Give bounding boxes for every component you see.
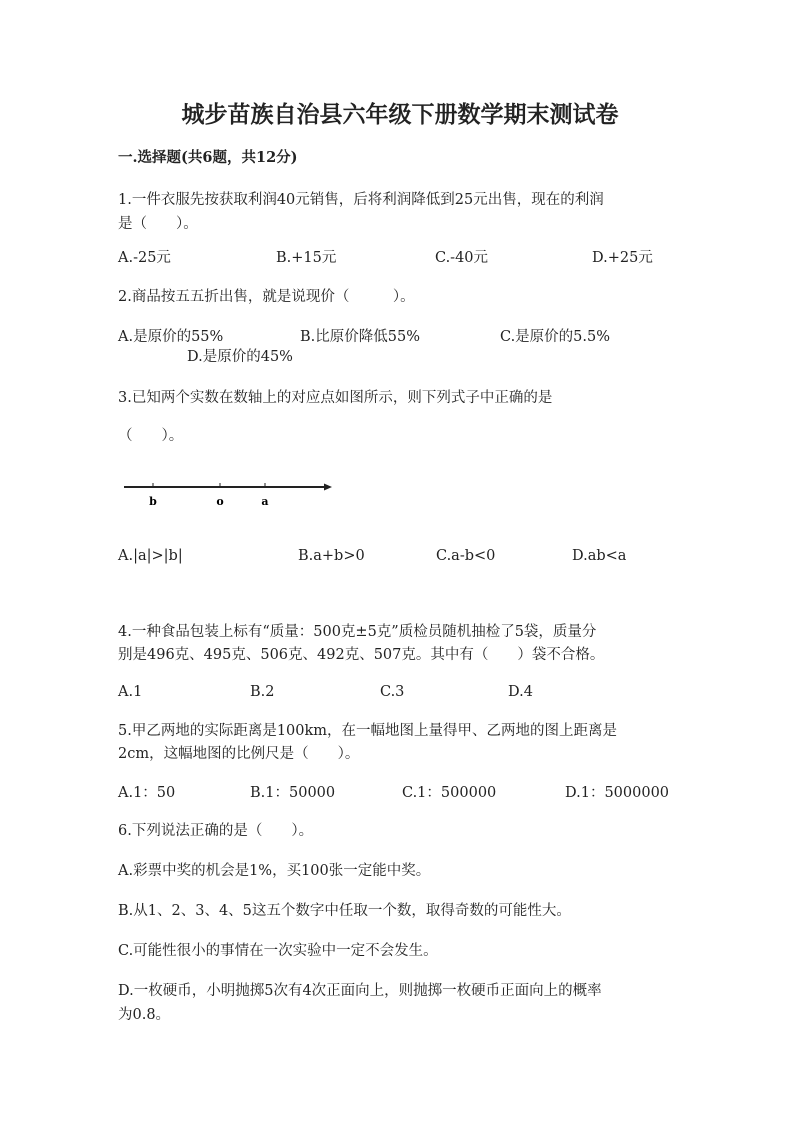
- q6-option-c: C.可能性很小的事情在一次实验中一定不会发生。: [118, 943, 438, 959]
- question-2-line-1: 2.商品按五五折出售，就是说现价（ ）。: [118, 289, 415, 305]
- q4-option-a: A.1: [118, 684, 143, 700]
- question-1-line-1: 1.一件衣服先按获取利润40元销售，后将利润降低到25元出售，现在的利润: [118, 192, 604, 208]
- question-1-line-2: 是（ ）。: [118, 216, 198, 232]
- q3-option-a: A.|a|>|b|: [118, 548, 183, 564]
- q2-option-c: C.是原价的5.5%: [500, 329, 611, 345]
- label-b: b: [149, 495, 157, 508]
- q3-option-d: D.ab<a: [572, 548, 627, 564]
- label-a: a: [261, 495, 269, 508]
- q5-option-c: C.1：500000: [402, 785, 497, 801]
- q1-option-c: C.-40元: [435, 250, 489, 266]
- question-6-line-1: 6.下列说法正确的是（ ）。: [118, 823, 314, 839]
- q2-option-b: B.比原价降低55%: [300, 329, 420, 345]
- q2-option-d: D.是原价的45%: [187, 349, 293, 365]
- q2-option-a: A.是原价的55%: [118, 329, 224, 345]
- question-3-line-1: 3.已知两个实数在数轴上的对应点如图所示，则下列式子中正确的是: [118, 390, 553, 406]
- q6-option-d-line-2: 为0.8。: [118, 1007, 171, 1023]
- question-4-line-1: 4.一种食品包装上标有“质量：500克±5克”质检员随机抽检了5袋，质量分: [118, 624, 597, 640]
- q1-option-d: D.+25元: [592, 250, 653, 266]
- label-o: o: [216, 495, 224, 508]
- q4-option-d: D.4: [508, 684, 533, 700]
- q6-option-b: B.从1、2、3、4、5这五个数字中任取一个数，取得奇数的可能性大。: [118, 903, 571, 919]
- number-line-arrow: [324, 484, 332, 491]
- q4-option-b: B.2: [250, 684, 275, 700]
- question-3-line-2: （ ）。: [118, 428, 184, 444]
- q5-option-a: A.1：50: [118, 785, 176, 801]
- q4-option-c: C.3: [380, 684, 405, 700]
- question-5-line-1: 5.甲乙两地的实际距离是100km，在一幅地图上量得甲、乙两地的图上距离是: [118, 723, 618, 739]
- page-title: 城步苗族自治县六年级下册数学期末测试卷: [181, 101, 619, 128]
- q5-option-b: B.1：50000: [250, 785, 336, 801]
- q3-option-c: C.a-b<0: [436, 548, 496, 564]
- q5-option-d: D.1：5000000: [565, 785, 670, 801]
- section-heading: 一.选择题(共6题，共12分): [118, 149, 298, 166]
- q1-option-b: B.+15元: [276, 250, 337, 266]
- q6-option-d-line-1: D.一枚硬币，小明抛掷5次有4次正面向上，则抛掷一枚硬币正面向上的概率: [118, 983, 602, 999]
- question-5-line-2: 2cm，这幅地图的比例尺是（ ）。: [118, 746, 360, 762]
- q3-option-b: B.a+b>0: [298, 548, 365, 564]
- number-line-figure: [120, 478, 340, 512]
- question-4-line-2: 别是496克、495克、506克、492克、507克。其中有（ ）袋不合格。: [118, 647, 605, 663]
- q1-option-a: A.-25元: [118, 250, 171, 266]
- q6-option-a: A.彩票中奖的机会是1%，买100张一定能中奖。: [118, 863, 431, 879]
